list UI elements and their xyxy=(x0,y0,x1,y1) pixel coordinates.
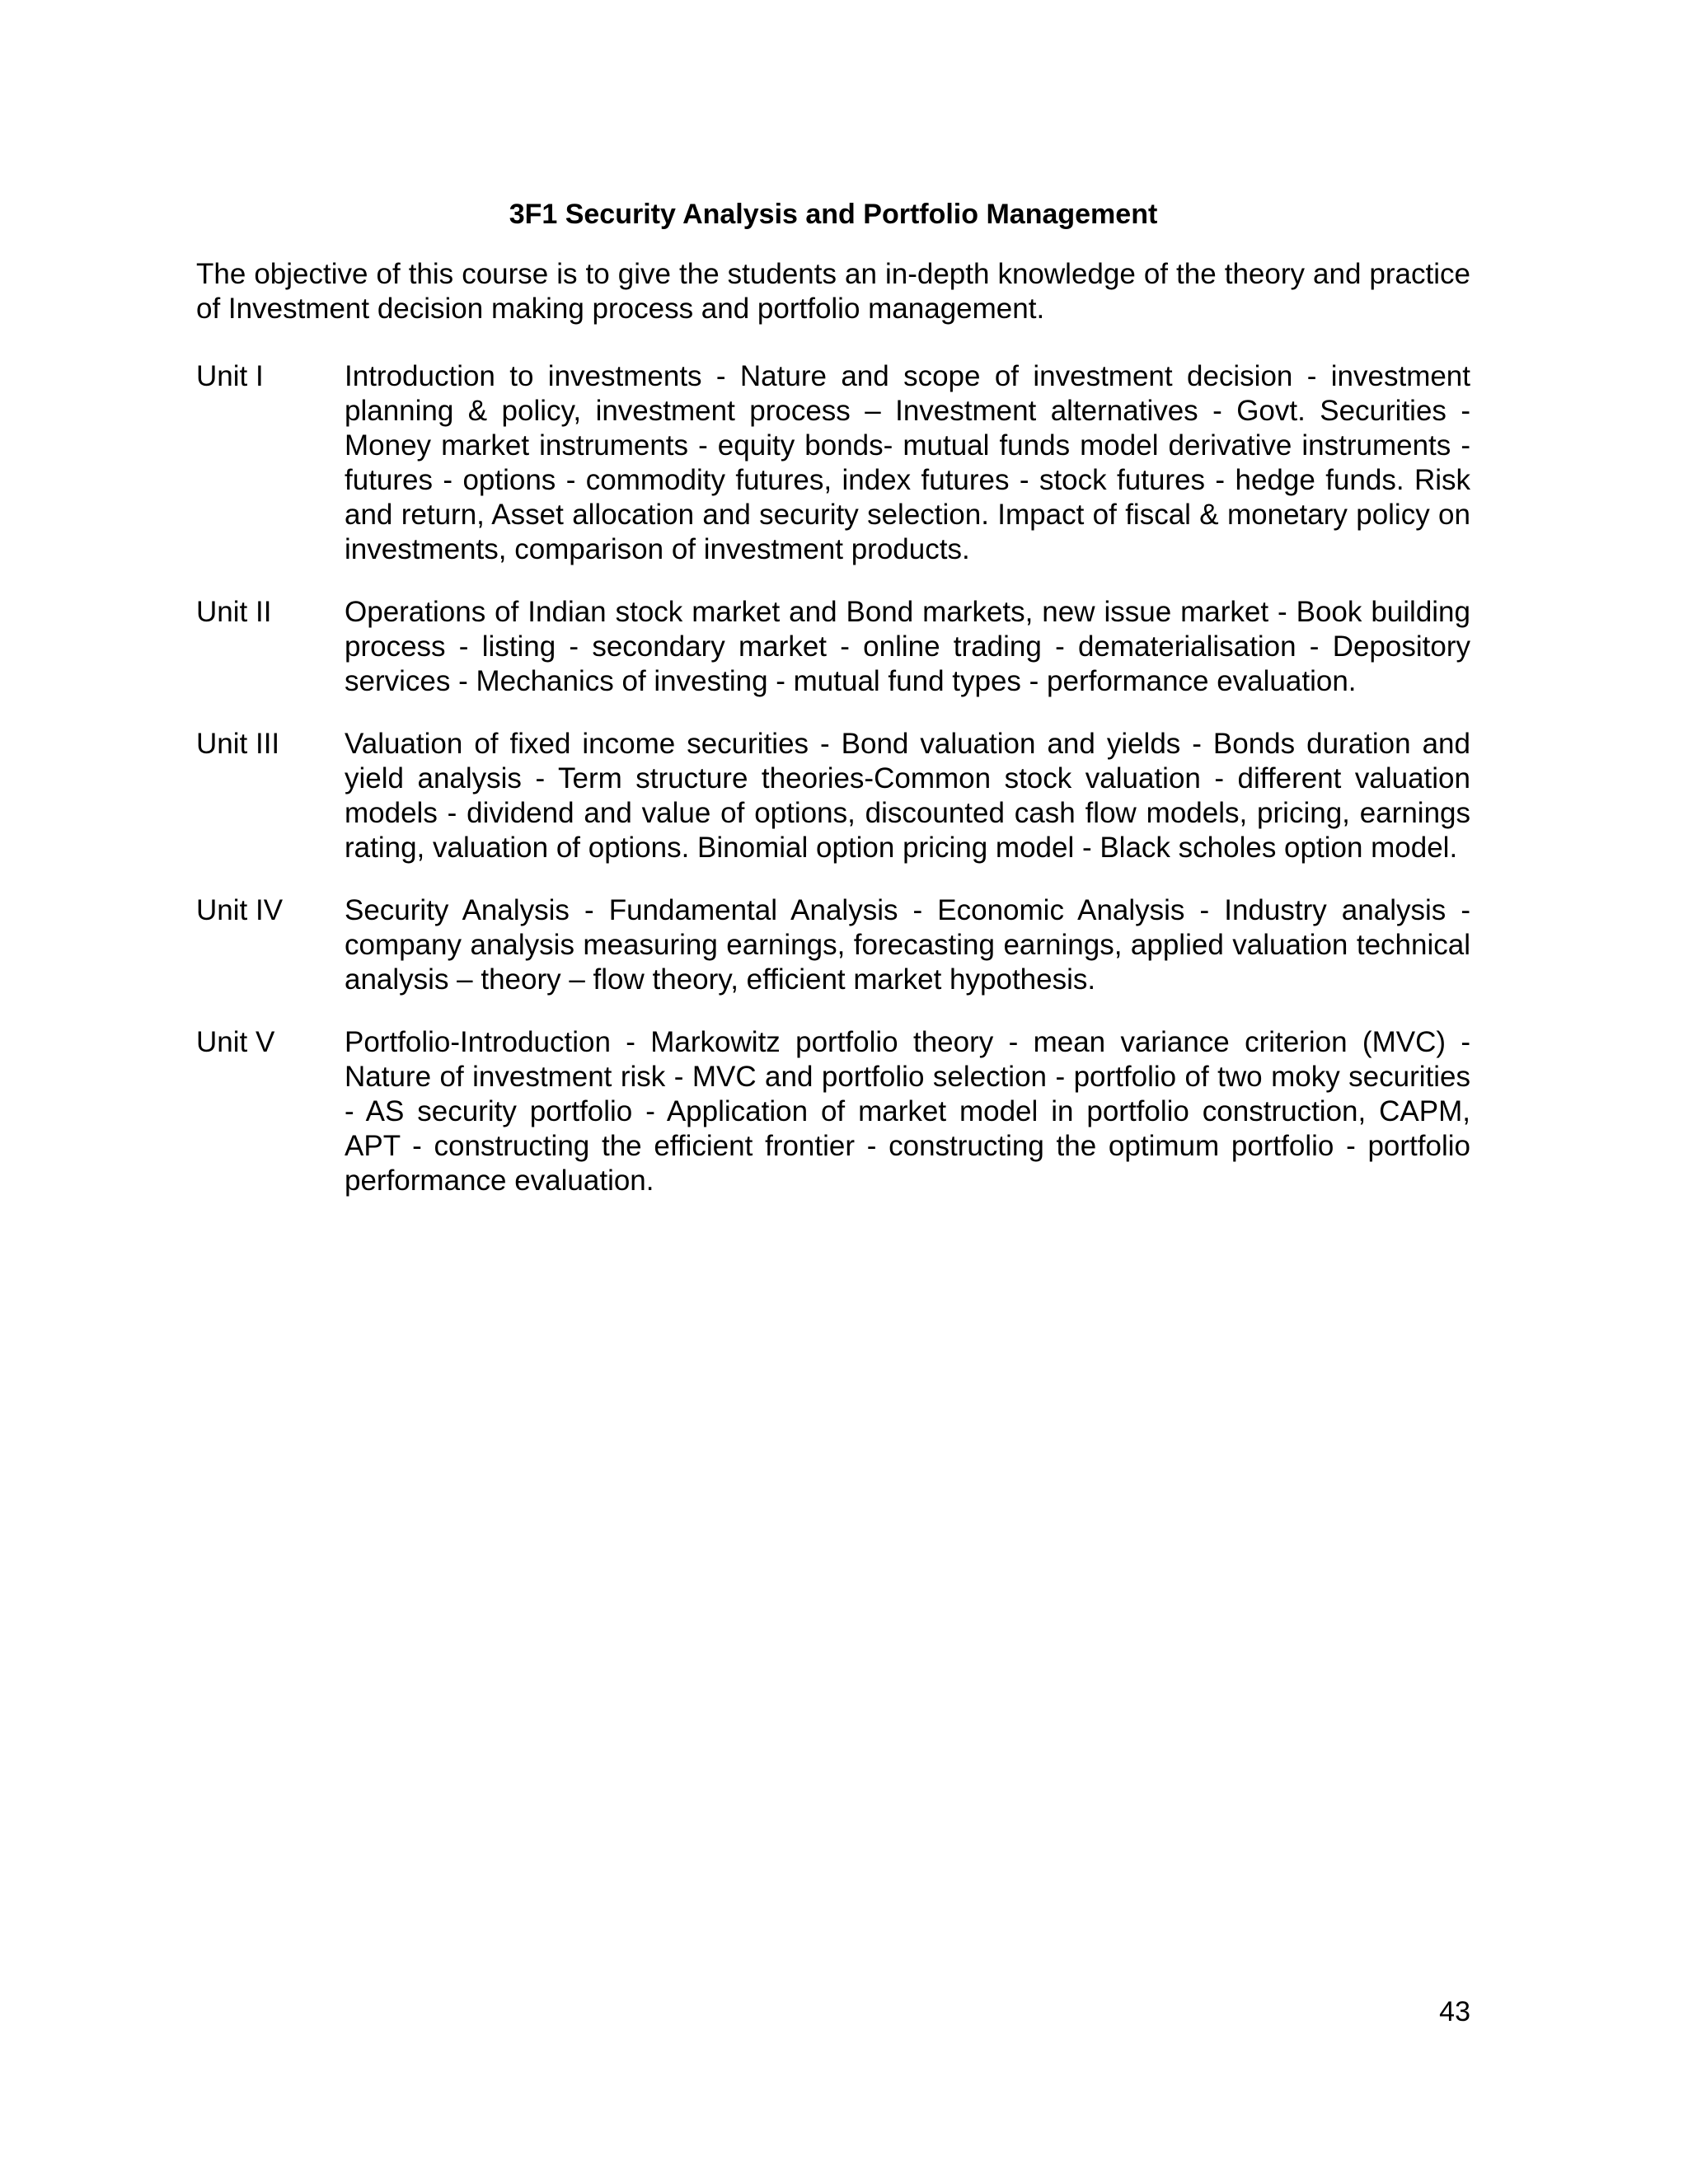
unit-section xyxy=(196,727,1470,865)
unit-section xyxy=(196,1025,1470,1198)
unit-label: Unit II xyxy=(196,596,272,628)
unit-description: Portfolio-Introduction - Markowitz portfolio theory - mean variance criterion (MVC) - Nature of investment risk - MVC and portfolio selection - portfolio of two moky securities - AS security portfolio - Application of market model in portfolio construction, CAPM, APT - constructing the efficient frontier - constructing the optimum portfolio - portfolio performance evaluation. xyxy=(345,1026,1470,1197)
document-page xyxy=(196,191,1470,1226)
page-title: 3F1 Security Analysis and Portfolio Management xyxy=(509,199,1158,230)
unit-description: Security Analysis - Fundamental Analysis - Economic Analysis - Industry analysis - company analysis measuring earnings, forecasting earnings, applied valuation technical analysis – theory – flow theory, efficient market hypothesis. xyxy=(345,894,1470,996)
unit-label: Unit IV xyxy=(196,894,284,926)
unit-section xyxy=(196,595,1470,699)
page-number: 43 xyxy=(1439,1996,1470,2027)
unit-label: Unit III xyxy=(196,728,280,760)
unit-label: Unit V xyxy=(196,1026,275,1058)
unit-description: Valuation of fixed income securities - Bond valuation and yields - Bonds duration and yield analysis - Term structure theories-Common stock valuation - different valuation models - dividend and value of options, discounted cash flow models, pricing, earnings rating, valuation of options. Binomial option pricing model - Black scholes option model. xyxy=(345,728,1470,864)
unit-description: Introduction to investments - Nature and scope of investment decision - investment planning & policy, investment process – Investment alternatives - Govt. Securities - Money market instruments - equity bonds- mutual funds model derivative instruments - futures - options - commodity futures, index futures - stock futures - hedge funds. Risk and return, Asset allocation and security selection. Impact of fiscal & monetary policy on investments, comparison of investment products. xyxy=(345,360,1470,565)
unit-description: Operations of Indian stock market and Bond markets, new issue market - Book building process - listing - secondary market - online trading - dematerialisation - Depository services - Mechanics of investing - mutual fund types - performance evaluation. xyxy=(345,596,1470,697)
unit-label: Unit I xyxy=(196,360,264,392)
unit-section xyxy=(196,893,1470,997)
unit-section xyxy=(196,359,1470,567)
objective-paragraph: The objective of this course is to give the students an in-depth knowledge of the theory and practice of Investment decision making process and portfolio management. xyxy=(196,258,1470,325)
